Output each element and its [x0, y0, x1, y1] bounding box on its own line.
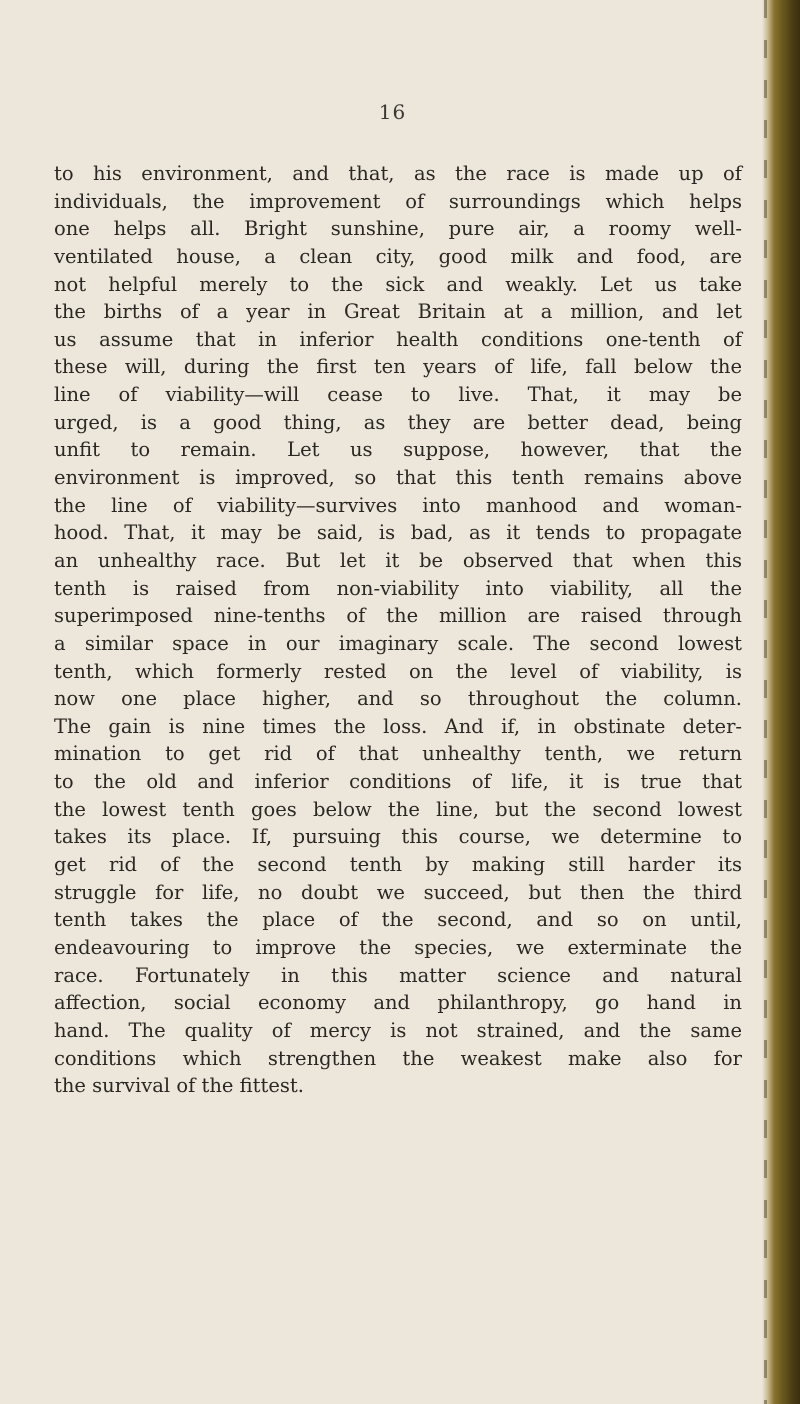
text-line: ventilated house, a clean city, good milk and food, are [54, 244, 742, 268]
text-line: not helpful merely to the sick and weakly. Let us take [54, 272, 742, 296]
text-line: get rid of the second tenth by making still harder its [54, 853, 742, 877]
page-number: 16 [378, 100, 407, 124]
text-line: a similar space in our imaginary scale. The second lowest [54, 631, 742, 655]
text-line: tenth, which formerly rested on the level of viability, is [54, 659, 742, 683]
text-line: the births of a year in Great Britain at a million, and let [54, 300, 742, 324]
text-line: takes its place. If, pursuing this course, we determine to [54, 825, 742, 849]
text-line: unfit to remain. Let us suppose, however, that the [54, 438, 742, 462]
text-line: mination to get rid of that unhealthy tenth, we return [54, 742, 742, 766]
text-line: an unhealthy race. But let it be observed that when this [54, 548, 742, 572]
text-line: endeavouring to improve the species, we exterminate the [54, 935, 742, 959]
text-line: the line of viability—survives into manhood and woman- [54, 493, 742, 517]
text-line: race. Fortunately in this matter science and natural [54, 963, 742, 987]
text-line: these will, during the first ten years of life, fall below the [54, 355, 742, 379]
text-line: now one place higher, and so throughout the column. [54, 687, 742, 711]
text-line: to the old and inferior conditions of life, it is true that [54, 770, 742, 794]
text-line: to his environment, and that, as the race is made up of [54, 162, 742, 185]
text-line: the lowest tenth goes below the line, but the second lowest [54, 797, 742, 821]
body-text [54, 160, 742, 1100]
text-line: conditions which strengthen the weakest make also for [54, 1046, 742, 1070]
text-line: tenth takes the place of the second, and so on until, [54, 908, 742, 932]
text-line: us assume that in inferior health conditions one-tenth of [54, 327, 742, 351]
book-binding-edge [762, 0, 800, 1404]
text-line: struggle for life, no doubt we succeed, but then the third [54, 880, 742, 904]
text-line: hood. That, it may be said, is bad, as it tends to propagate [54, 521, 742, 545]
text-line: tenth is raised from non-viability into viability, all the [54, 576, 742, 600]
text-line: hand. The quality of mercy is not strained, and the same [54, 1018, 742, 1042]
text-line: affection, social economy and philanthropy, go hand in [54, 991, 742, 1015]
text-line: one helps all. Bright sunshine, pure air, a roomy well- [54, 217, 742, 241]
text-line: environment is improved, so that this tenth remains above [54, 466, 742, 490]
text-line: superimposed nine-tenths of the million are raised through [54, 604, 742, 628]
text-line: line of viability—will cease to live. That, it may be [54, 383, 742, 407]
text-line: the survival of the fittest. [54, 1074, 304, 1098]
text-line: The gain is nine times the loss. And if, in obstinate deter- [54, 714, 742, 738]
text-line: urged, is a good thing, as they are better dead, being [54, 410, 742, 434]
text-line: individuals, the improvement of surroundings which helps [54, 189, 742, 213]
